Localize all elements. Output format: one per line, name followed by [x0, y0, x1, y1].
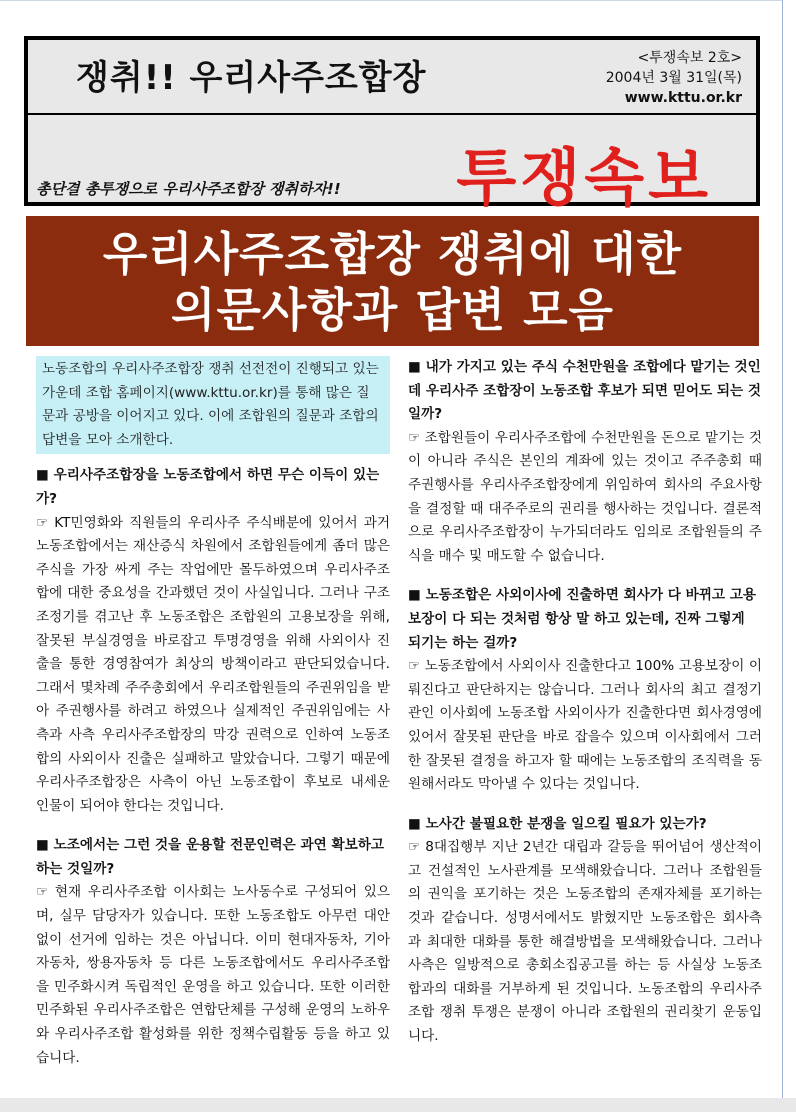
qa-item: [408, 584, 762, 796]
masthead-divider: [28, 113, 756, 115]
qa-answer: ☞ 조합원들이 우리사주조합에 수천만원을 돈으로 맡기는 것이 아니라 주식은 본인의 계좌에 있는 것이고 주주총회 때 주권행사를 우리사주조합장에게 위임하여 회사의 주요사항을 결정할 때 대주주로의 권리를 행사하는 것입니다. 결론적으로 우리사주조합장이 누가되더라도 임의로 조합원들의 주식을 매수 및 매도할 수 없습니다.: [408, 429, 762, 564]
qa-question: ■ 내가 가지고 있는 주식 수천만원을 조합에다 맡기는 것인데 우리사주 조합장이 노동조합 후보가 되면 믿어도 되는 것일까?: [408, 359, 762, 423]
left-column: [36, 356, 390, 1086]
issue-info: [606, 48, 742, 108]
newsletter-brand: 투쟁속보: [456, 141, 712, 214]
page-top-border: [0, 0, 783, 1]
qa-question: ■ 노사간 불필요한 분쟁을 일으킬 필요가 있는가?: [408, 815, 707, 832]
qa-item: [408, 813, 762, 1049]
qa-answer: ☞ 8대집행부 지난 2년간 대립과 갈등을 뛰어넘어 생산적이고 건설적인 노사관계를 모색해왔습니다. 그러나 조합원들의 권익을 포기하는 것은 노동조합의 존재자체를 포기하는 것과 같습니다. 성명서에서도 밝혔지만 노동조합은 회사측과 최대한 대화를 통한 해결방법을 모색해왔습니다. 그러나 사측은 일방적으로 총회소집공고를 하는 등 사실상 노동조합과의 대화를 거부하게 된 것입니다. 노동조합의 우리사주조합 쟁취 투쟁은 분쟁이 아니라 조합원의 권리찾기 운동입니다.: [408, 839, 762, 1045]
masthead: [24, 36, 760, 214]
qa-item: [408, 356, 762, 568]
issue-date: 2004년 3월 31일(목): [605, 70, 742, 86]
qa-item: [36, 834, 390, 1070]
qa-answer: ☞ 현재 우리사주조합 이사회는 노사동수로 구성되어 있으며, 실무 담당자가 있습니다. 또한 노동조합도 아무런 대안 없이 선거에 임하는 것은 아닙니다. 이미 현대자동차, 기아자동차, 쌍용자동차 등 다른 노동조합에서도 우리사주조합을 민주화시켜 독립적인 운영을 하고 있습니다. 또한 이러한 민주화된 우리사주조합은 연합단체를 구성해 운영의 노하우와 우리사주조합 활성화를 위한 정책수립활동 등을 하고 있습니다.: [36, 884, 390, 1066]
qa-question: ■ 노조에서는 그런 것을 운용할 전문인력은 과연 확보하고 하는 것일까?: [36, 837, 384, 877]
intro-box: 노동조합의 우리사주조합장 쟁취 선전전이 진행되고 있는 가운데 조합 홈페이지(www.kttu.or.kr)를 통해 많은 질문과 공방을 이어지고 있다. 이에 조합원의 질문과 조합의 답변을 모아 소개한다.: [36, 356, 390, 454]
headline-line-2: 의문사항과 답변 모음: [171, 283, 614, 337]
qa-answer: ☞ 노동조합에서 사외이사 진출한다고 100% 고용보장이 이뤄진다고 판단하지는 않습니다. 그러나 회사의 최고 결정기관인 이사회에 노동조합 사외이사가 진출한다면 회사경영에 있어서 잘못된 판단을 바로 잡을수 있으며 이사회에서 그러한 잘못된 결정을 하고자 할 때에는 노동조합의 조직력을 동원해서라도 막아낼 수 있다는 것입니다.: [408, 658, 762, 793]
qa-answer: ☞ KT민영화와 직원들의 우리사주 주식배분에 있어서 과거 노동조합에서는 재산증식 차원에서 조합원들에게 좀더 많은 주식을 가장 싸게 주는 작업에만 몰두하였으며 우리사주조합에 대한 중요성을 간과했던 것이 사실입니다. 그러나 구조조정기를 겪고난 후 노동조합은 조합원의 고용보장을 위해, 잘못된 부실경영을 바로잡고 투명경영을 위해 사외이사 진출을 통한 경영참여가 최상의 방책이라고 판단되었습니다. 그래서 몇차례 주주총회에서 우리조합원들의 주권위임을 받아 주권행사를 하려고 하였으나 실제적인 주권위임에는 사측과 사측 우리사주조합장의 막강 권력으로 인하여 노동조합의 사외이사 진출은 실패하고 말았습니다. 그렇기 때문에 우리사주조합장은 사측이 아닌 노동조합이 후보로 내세운 인물이 되어야 한다는 것입니다.: [36, 514, 390, 814]
headline-line-1: 우리사주조합장 쟁취에 대한: [102, 227, 683, 281]
newsletter-title: 쟁취!! 우리사주조합장: [76, 58, 427, 98]
issue-number: <투쟁속보 2호>: [637, 50, 742, 66]
qa-question: ■ 노동조합은 사외이사에 진출하면 회사가 다 바뀌고 고용보장이 다 되는 것처럼 항상 말 하고 있는데, 진짜 그렇게 되기는 하는 걸까?: [408, 587, 756, 651]
union-website[interactable]: www.kttu.or.kr: [624, 90, 742, 106]
headline-banner: [26, 216, 759, 346]
qa-item: [36, 464, 390, 818]
page-right-border: [782, 0, 783, 1112]
qa-question: ■ 우리사주조합장을 노동조합에서 하면 무슨 이득이 있는가?: [36, 467, 380, 507]
right-column: [408, 356, 762, 1065]
slogan: 총단결 총투쟁으로 우리사주조합장 쟁취하자!!: [36, 180, 341, 198]
page-bottom-shadow: [0, 1098, 796, 1112]
